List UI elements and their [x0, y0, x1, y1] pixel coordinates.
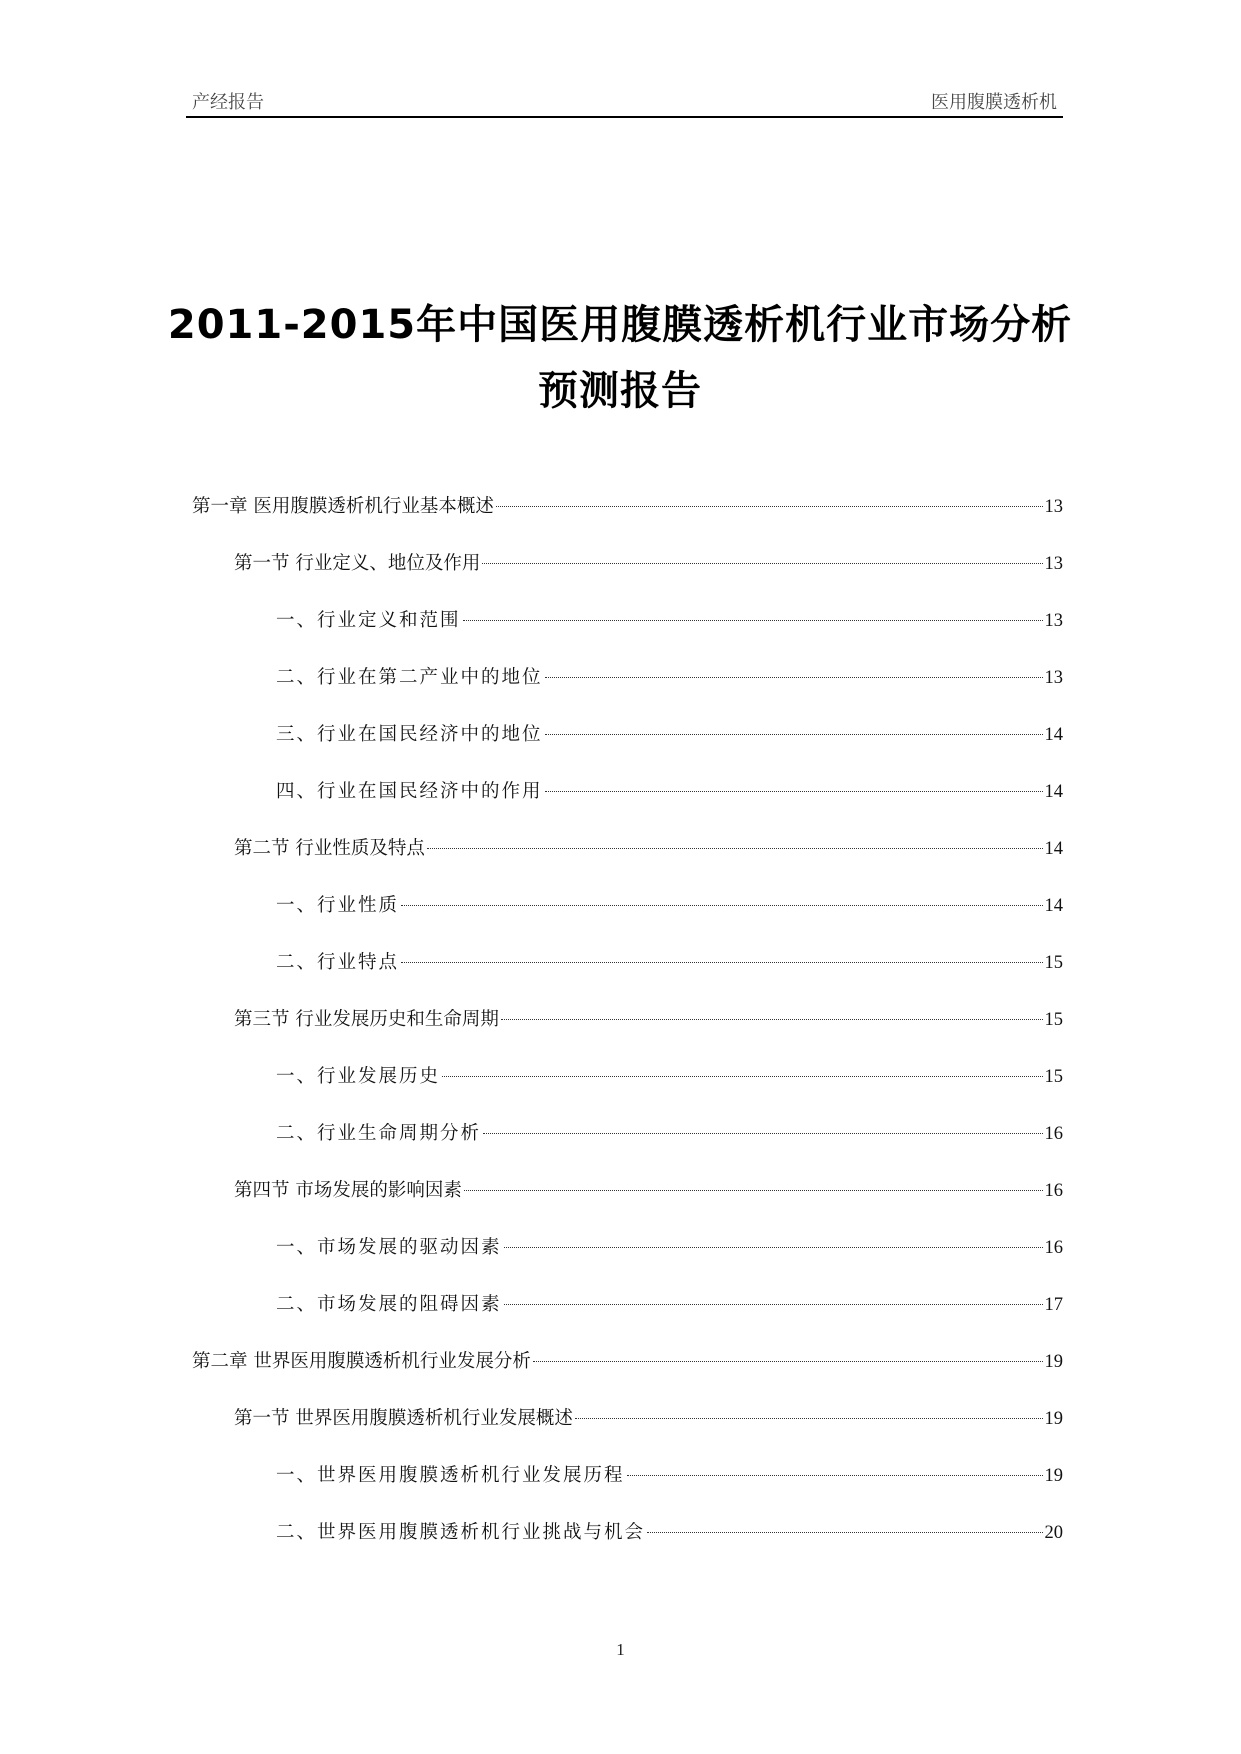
toc-entry-page: 14	[1044, 782, 1063, 802]
toc-dot-leader	[647, 1532, 1042, 1533]
toc-entry-label: 四、行业在国民经济中的作用	[276, 781, 543, 802]
toc-entry-page: 13	[1044, 497, 1063, 517]
toc-entry-page: 13	[1044, 554, 1063, 574]
toc-dot-leader	[501, 1019, 1043, 1020]
toc-entry-label: 第二章 世界医用腹膜透析机行业发展分析	[192, 1351, 531, 1372]
toc-entry[interactable]	[186, 663, 1063, 720]
toc-entry-page: 14	[1044, 839, 1063, 859]
toc-entry-page: 16	[1044, 1181, 1063, 1201]
toc-entry-page: 15	[1044, 1067, 1063, 1087]
toc-entry-label: 二、市场发展的阻碍因素	[276, 1294, 502, 1315]
toc-entry-label: 二、行业在第二产业中的地位	[276, 667, 543, 688]
toc-dot-leader	[496, 506, 1043, 507]
toc-dot-leader	[504, 1304, 1043, 1305]
toc-dot-leader	[464, 1190, 1043, 1191]
toc-dot-leader	[545, 677, 1043, 678]
toc-entry-page: 14	[1044, 725, 1063, 745]
toc-entry[interactable]	[186, 1005, 1063, 1062]
toc-entry[interactable]	[186, 606, 1063, 663]
toc-entry-label: 第一节 世界医用腹膜透析机行业发展概述	[234, 1408, 573, 1429]
toc-dot-leader	[575, 1418, 1043, 1419]
toc-entry-label: 一、行业定义和范围	[276, 610, 461, 631]
toc-dot-leader	[427, 848, 1043, 849]
page-number: 1	[616, 1640, 625, 1659]
toc-dot-leader	[533, 1361, 1043, 1362]
toc-entry[interactable]	[186, 1347, 1063, 1404]
toc-entry[interactable]	[186, 1404, 1063, 1461]
page-header	[186, 86, 1063, 118]
toc-entry-page: 16	[1044, 1238, 1063, 1258]
toc-entry-label: 第三节 行业发展历史和生命周期	[234, 1009, 499, 1030]
toc-entry[interactable]	[186, 1119, 1063, 1176]
toc-entry-page: 16	[1044, 1124, 1063, 1144]
toc-entry-label: 第一节 行业定义、地位及作用	[234, 553, 481, 574]
toc-entry[interactable]	[186, 891, 1063, 948]
toc-entry-label: 三、行业在国民经济中的地位	[276, 724, 543, 745]
toc-entry-label: 一、行业发展历史	[276, 1066, 441, 1087]
toc-entry[interactable]	[186, 1290, 1063, 1347]
toc-dot-leader	[401, 905, 1042, 906]
title-line-2: 预测报告	[538, 368, 702, 414]
toc-entry-page: 15	[1044, 953, 1063, 973]
toc-entry[interactable]	[186, 1461, 1063, 1518]
toc-entry-label: 第二节 行业性质及特点	[234, 838, 425, 859]
toc-entry-label: 二、世界医用腹膜透析机行业挑战与机会	[276, 1522, 646, 1543]
title-line-1: 2011-2015年中国医用腹膜透析机行业市场分析	[167, 302, 1073, 348]
toc-dot-leader	[482, 563, 1042, 564]
toc-entry-page: 15	[1044, 1010, 1063, 1030]
toc-entry-page: 17	[1044, 1295, 1063, 1315]
toc-entry[interactable]	[186, 1518, 1063, 1575]
toc-dot-leader	[483, 1133, 1042, 1134]
toc-entry-label: 二、行业生命周期分析	[276, 1123, 482, 1144]
toc-entry-label: 一、世界医用腹膜透析机行业发展历程	[276, 1465, 625, 1486]
toc-dot-leader	[442, 1076, 1042, 1077]
toc-entry[interactable]	[186, 720, 1063, 777]
toc-entry[interactable]	[186, 834, 1063, 891]
toc-dot-leader	[545, 734, 1043, 735]
toc-entry-page: 19	[1044, 1409, 1063, 1429]
toc-entry[interactable]	[186, 1176, 1063, 1233]
table-of-contents	[186, 492, 1063, 1575]
toc-entry-page: 14	[1044, 896, 1063, 916]
header-right-text: 医用腹膜透析机	[931, 92, 1057, 113]
toc-dot-leader	[504, 1247, 1043, 1248]
toc-entry-page: 20	[1044, 1523, 1063, 1543]
header-left-text: 产经报告	[192, 92, 264, 113]
toc-entry-label: 一、行业性质	[276, 895, 400, 916]
toc-entry-page: 13	[1044, 611, 1063, 631]
toc-dot-leader	[401, 962, 1042, 963]
toc-entry[interactable]	[186, 1233, 1063, 1290]
toc-entry-label: 一、市场发展的驱动因素	[276, 1237, 502, 1258]
toc-entry[interactable]	[186, 549, 1063, 606]
toc-entry-page: 13	[1044, 668, 1063, 688]
toc-dot-leader	[463, 620, 1043, 621]
toc-dot-leader	[627, 1475, 1043, 1476]
toc-entry-label: 第一章 医用腹膜透析机行业基本概述	[192, 496, 494, 517]
toc-entry-label: 第四节 市场发展的影响因素	[234, 1180, 462, 1201]
toc-entry[interactable]	[186, 492, 1063, 549]
document-title	[110, 292, 1130, 424]
toc-entry-page: 19	[1044, 1466, 1063, 1486]
toc-entry-label: 二、行业特点	[276, 952, 400, 973]
toc-dot-leader	[545, 791, 1043, 792]
toc-entry-page: 19	[1044, 1352, 1063, 1372]
toc-entry[interactable]	[186, 948, 1063, 1005]
toc-entry[interactable]	[186, 777, 1063, 834]
toc-entry[interactable]	[186, 1062, 1063, 1119]
